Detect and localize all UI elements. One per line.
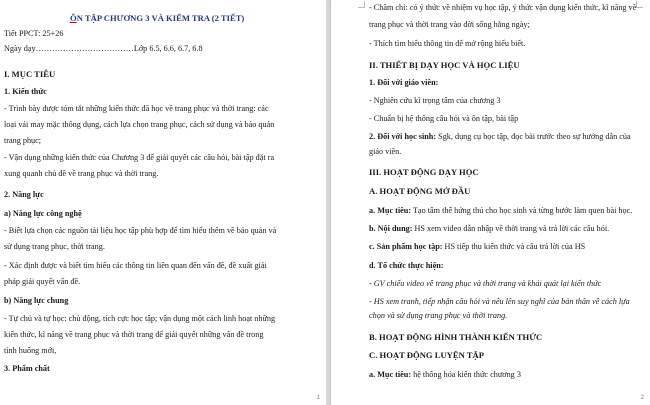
section-heading-equipment: II. THIẾT BỊ DẠY HỌC VÀ HỌC LIỆU	[369, 60, 520, 70]
paragraph-line: pháp giải quyết vấn đề.	[4, 277, 81, 286]
section-heading-objectives: I. MỤC TIÊU	[4, 69, 56, 79]
paragraph-line: xung quanh chủ đề về trang phục và thời trang.	[4, 169, 159, 178]
paragraph-line: trang phục và thời trang vào đời sống hằng ngày;	[369, 20, 530, 29]
document-title	[70, 13, 244, 23]
objective-label: a. Mục tiêu:	[369, 206, 412, 215]
objective-text: Tạo tâm thế hứng thú cho học sinh và từng bước làm quen bài học.	[411, 206, 633, 215]
paragraph-line: - Vận dụng những kiến thức của Chương 3 để giải quyết các câu hỏi, bài tập đặt ra	[4, 153, 275, 162]
subheading-qualities: 3. Phẩm chất	[4, 364, 50, 373]
margin-corner-mark	[636, 1, 643, 8]
product-text: HS tiếp thu kiến thức và câu trả lời của HS	[442, 242, 586, 251]
page-number: 2	[640, 395, 644, 401]
paragraph-line: - Trình bày được tóm tắt những kiến thức đã học về trang phục và thời trang: các	[4, 104, 269, 113]
student-materials-text: Sgk, dụng cụ học tập, đọc bài trước theo sự hướng dẫn của	[436, 132, 631, 141]
paragraph-line: - Biết lựa chọn các nguồn tài liệu học tập phù hợp để tìm hiểu thêm về bảo quản và	[4, 226, 277, 235]
paragraph-line: - Xác định được và biết tìm hiểu các thông tin liên quan đến vấn đề, đề xuất giải	[4, 261, 267, 270]
subheading-tech-competence: a) Năng lực công nghệ	[4, 209, 82, 218]
objective-label: a. Mục tiêu:	[369, 370, 412, 379]
organization-heading: d. Tổ chức thực hiện:	[369, 261, 444, 270]
margin-corner-mark	[358, 1, 365, 8]
subheading-knowledge: 1. Kiến thức	[4, 87, 47, 96]
paragraph-line: giáo viên.	[369, 147, 402, 156]
student-materials-label: 2. Đối với học sinh:	[369, 132, 437, 141]
subheading-competence: 2. Năng lực	[4, 190, 44, 199]
paragraph-line: chọn và sử dụng trang phục và thời trang.	[369, 311, 508, 320]
student-materials-line	[369, 132, 631, 142]
paragraph-line: loại vải may mặc thông dụng, cách lựa chọn trang phục, cách sử dụng và bảo quản	[4, 120, 275, 129]
content-text: HS xem video dẫn nhập về thời trang và trả lời các câu hỏi.	[412, 224, 610, 233]
objective-text: hệ thống hóa kiến thức chương 3	[411, 370, 521, 379]
paragraph-line: kiến thức, kĩ năng về trang phục và thời trang để giải quyết những vấn đề trong	[4, 330, 264, 339]
product-label: c. Sản phẩm học tập:	[369, 242, 443, 251]
paragraph-line: tình huống mới,	[4, 346, 57, 355]
objective-line	[369, 370, 521, 380]
document-title-rest: N TẬP CHƯƠNG 3 VÀ KIỂM TRA (2 TIẾT)	[76, 13, 245, 23]
teaching-date-line: Ngày dạy………………………………Lớp 6.5, 6.6, 6.7, 6.8	[4, 44, 203, 53]
activity-heading-practice: C. HOẠT ĐỘNG LUYỆN TẬP	[369, 350, 484, 360]
paragraph-line: trang phục;	[4, 136, 42, 145]
objective-line	[369, 206, 632, 216]
paragraph-line: - Tự chủ và tự học: chủ động, tích cực học tập; vận dụng một cách linh hoạt những	[4, 314, 276, 323]
activity-heading-knowledge: B. HOẠT ĐỘNG HÌNH THÀNH KIẾN THỨC	[369, 332, 543, 342]
lesson-period-line: Tiết PPCT: 25+26	[4, 29, 64, 38]
subheading-teacher: 1. Đối với giáo viên:	[369, 78, 439, 87]
paragraph-line: - GV chiếu video về trang phục và thời trang và khái quát lại kiến thức	[369, 279, 602, 288]
paragraph-line: - Chăm chỉ: có ý thức về nhiệm vụ học tập, ý thức vận dụng kiến thức, kĩ năng về	[369, 3, 637, 12]
page-number: 1	[316, 395, 320, 401]
section-heading-activities: III. HOẠT ĐỘNG DẠY HỌC	[369, 167, 479, 177]
subheading-general-competence: b) Năng lực chung	[4, 296, 69, 305]
content-line	[369, 224, 609, 234]
product-line	[369, 242, 585, 252]
paragraph-line: - Thích tìm hiểu thông tin để mở rộng hiểu biết.	[369, 39, 526, 48]
paragraph-line: - Chuẩn bị hệ thống câu hỏi và ôn tập, bài tập	[369, 114, 519, 123]
activity-heading-opening: A. HOẠT ĐỘNG MỞ ĐẦU	[369, 186, 471, 196]
content-label: b. Nội dung:	[369, 224, 413, 233]
paragraph-line: sử dụng trang phục, thời trang.	[4, 242, 105, 251]
paragraph-line: - HS xem tranh, tiếp nhận câu hỏi và nêu lên suy nghĩ của bản thân về cách lựa	[369, 297, 630, 306]
document-title-first-letter: Ô	[70, 13, 77, 23]
paragraph-line: - Nghiên cứu kĩ trọng tâm của chương 3	[369, 96, 501, 105]
document-page-2	[331, 0, 650, 405]
